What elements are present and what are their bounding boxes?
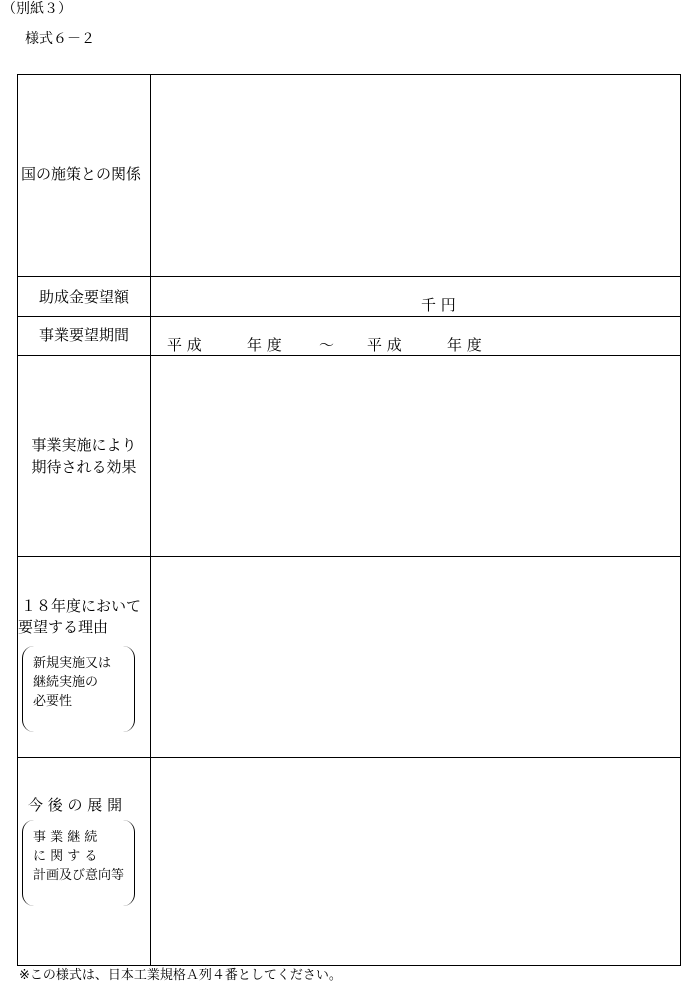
request-reason-label-line1: １８年度において (21, 597, 142, 615)
row-grant-amount (18, 276, 680, 316)
period-end-era: 平 成 (367, 336, 402, 354)
expected-effects-label-line1: 事業実施により (31, 436, 137, 454)
request-reason-label-line2: 要望する理由 (18, 618, 109, 636)
paper-size-footnote: ※この様式は、日本工業規格Ａ列４番としてください。 (19, 968, 342, 983)
row-request-reason (18, 556, 680, 757)
period-start-era: 平 成 (167, 336, 202, 354)
future-development-field[interactable] (151, 758, 680, 965)
form-number: 様式６－２ (25, 31, 95, 47)
label-cell (18, 557, 151, 757)
expected-effects-field[interactable] (151, 356, 680, 556)
necessity-note-line2: 継続実施の (33, 675, 99, 690)
grant-amount-field[interactable] (151, 277, 680, 316)
request-reason-field[interactable] (151, 557, 680, 757)
necessity-note-line1: 新規実施又は (33, 656, 112, 671)
continuation-plan-note-bracket (22, 820, 135, 906)
necessity-note-bracket (22, 646, 135, 732)
policy-relation-field[interactable] (151, 75, 680, 276)
continuation-plan-note-line3: 計画及び意向等 (33, 868, 125, 883)
policy-relation-label: 国の施策との関係 (21, 165, 142, 183)
row-policy-relation (18, 75, 680, 276)
period-end-fiscal-year[interactable]: 年 度 (447, 336, 482, 354)
period-range-tilde: ～ (319, 336, 335, 354)
expected-effects-label-line2: 期待される効果 (31, 458, 137, 476)
project-period-field[interactable] (151, 317, 680, 355)
project-period-label: 事業要望期間 (38, 326, 129, 344)
necessity-note-line3: 必要性 (33, 694, 73, 709)
label-cell (18, 317, 151, 355)
grant-amount-label: 助成金要望額 (38, 288, 129, 306)
continuation-plan-note-line1: 事 業 継 続 (33, 830, 98, 845)
continuation-plan-note-line2: に 関 す る (33, 849, 98, 864)
application-form-table (17, 74, 681, 966)
grant-unit-thousand-yen: 千 円 (421, 296, 456, 314)
row-expected-effects (18, 355, 680, 556)
row-project-period (18, 316, 680, 355)
future-development-label: 今 後 の 展 開 (28, 796, 123, 814)
annex-label: （別紙３） (2, 1, 72, 17)
label-cell (18, 277, 151, 316)
label-cell (18, 75, 151, 276)
row-future-development (18, 757, 680, 965)
label-cell (18, 758, 151, 965)
label-cell (18, 356, 151, 556)
period-start-fiscal-year[interactable]: 年 度 (247, 336, 282, 354)
